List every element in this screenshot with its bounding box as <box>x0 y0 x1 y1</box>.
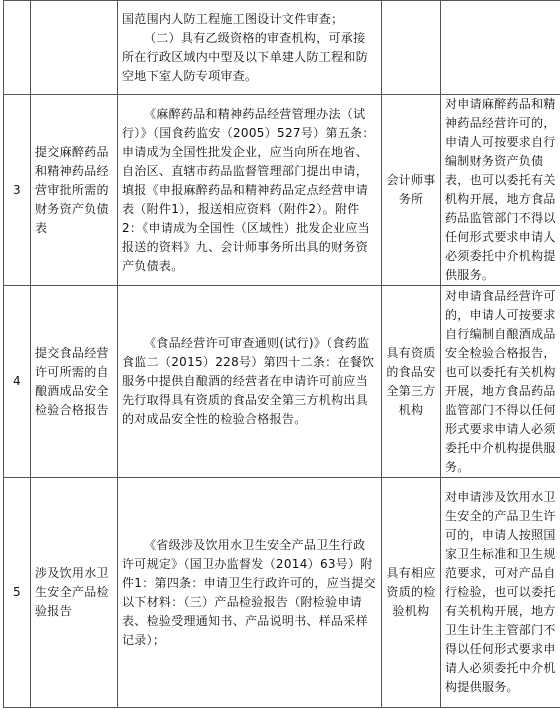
basis-paragraph: 国范围内人防工程施工图设计文件审查； <box>122 11 344 26</box>
basis-paragraph: 《麻醉药品和精神药品经营管理办法（试行）》（国食药监安（2005）527号）第五条：申请成为全国性批发企业，应当向所在地省、自治区、直辖市药品监督管理部门提出申请，填报《申报麻醉药品和精神药品定点经营申请表（附件1），报送相应资料（附件2）。附件2：《申请成为全国性（区域性）批发企业应当报送的资料》九、会计师事务所出具的财务资产负债表。 <box>122 106 375 273</box>
row-item-name: 涉及饮用水卫生安全产品检验报告 <box>31 478 118 708</box>
row-basis <box>118 95 382 286</box>
row-basis <box>118 1 382 95</box>
table-row-continuation <box>4 1 560 95</box>
row-number <box>4 1 31 95</box>
row-basis <box>118 478 382 708</box>
row-basis <box>118 286 382 478</box>
row-item-name <box>31 1 118 95</box>
table-row-5 <box>4 478 560 708</box>
table-row-3 <box>4 95 560 286</box>
table-row-4 <box>4 286 560 478</box>
row-note: 对申请麻醉药品和精神药品经营许可的，申请人可按要求自行编制财务资产负债表，也可以委托有关机构开展，地方食品药品监管部门不得以任何形式要求申请人必须委托中介机构提供服务。 <box>441 95 560 286</box>
basis-paragraph: 《省级涉及饮用水卫生安全产品卫生行政许可规定》（国卫办监督发（2014）63号）附件1：第四条：申请卫生行政许可的，应当提交以下材料：（三）产品检验报告（附检验申请表、检验受理通知书、产品说明书、样品采样记录）； <box>122 537 376 647</box>
basis-paragraph: 《食品经营许可审查通则(试行)》（食药监食监二（2015）228号）第四十二条：在餐饮服务中提供自酿酒的经营者在申请许可前应当先行取得具有资质的食品安全第三方机构出具的对成品安全性的检验合格报告。 <box>122 336 375 426</box>
row-note: 对申请涉及饮用水卫生安全的产品卫生许可的，申请人按照国家卫生标准和卫生规范要求，可对产品自行检验，也可以委托有关机构开展，地方卫生计生主管部门不得以任何形式要求申请人必须委托中介机构提供服务。 <box>441 478 560 708</box>
requirements-table <box>3 0 560 708</box>
row-item-name: 提交食品经营许可所需的自酿酒成品安全检验合格报告 <box>31 286 118 478</box>
row-service-org: 具有资质的食品安全第三方机构 <box>382 286 441 478</box>
row-item-name: 提交麻醉药品和精神药品经营审批所需的财务资产负债表 <box>31 95 118 286</box>
basis-paragraph: （二）具有乙级资格的审查机构，可承接所在行政区域内中型及以下单建人防工程和防空地下室人防专项审查。 <box>122 30 369 83</box>
row-service-org: 具有相应资质的检验机构 <box>382 478 441 708</box>
row-number: 5 <box>4 478 31 708</box>
row-service-org: 会计师事务所 <box>382 95 441 286</box>
row-note <box>441 1 560 95</box>
row-number: 3 <box>4 95 31 286</box>
row-service-org <box>382 1 441 95</box>
row-note: 对申请食品经营许可的，申请人可按要求自行编制自酿酒成品安全检验合格报告，也可以委托有关机构开展，地方食品药品监管部门不得以任何形式要求申请人必须委托中介机构提供服务。 <box>441 286 560 478</box>
row-number: 4 <box>4 286 31 478</box>
